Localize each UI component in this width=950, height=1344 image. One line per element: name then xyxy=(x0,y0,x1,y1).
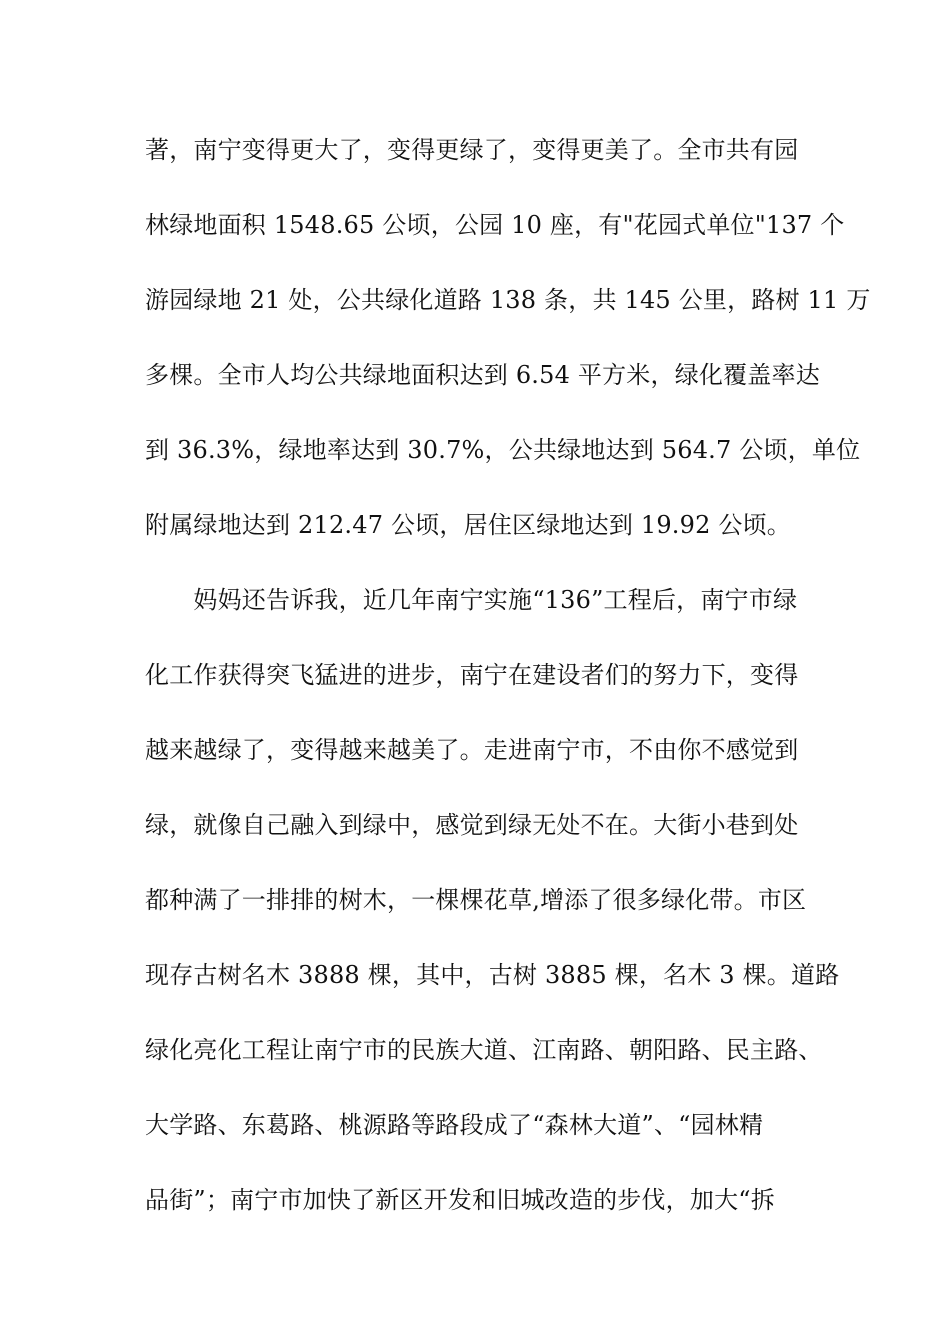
text-line-6: 附属绿地达到 212.47 公顷，居住区绿地达到 19.92 公顷。 xyxy=(145,511,791,539)
text-line-7: 妈妈还告诉我，近几年南宁实施“136”工程后，南宁市绿 xyxy=(145,586,798,614)
text-line-11: 都种满了一排排的树木，一棵棵花草,增添了很多绿化带。市区 xyxy=(145,886,807,914)
text-line-14: 大学路、东葛路、桃源路等路段成了“森林大道”、“园林精 xyxy=(145,1111,764,1139)
text-line-2: 林绿地面积 1548.65 公顷，公园 10 座，有"花园式单位"137 个 xyxy=(145,211,845,239)
text-line-9: 越来越绿了，变得越来越美了。走进南宁市，不由你不感觉到 xyxy=(145,736,799,764)
text-line-5: 到 36.3%，绿地率达到 30.7%，公共绿地达到 564.7 公顷，单位 xyxy=(145,436,861,464)
text-line-1: 著，南宁变得更大了，变得更绿了，变得更美了。全市共有园 xyxy=(145,136,799,164)
text-line-12: 现存古树名木 3888 棵，其中，古树 3885 棵，名木 3 棵。道路 xyxy=(145,961,840,989)
text-line-4: 多棵。全市人均公共绿地面积达到 6.54 平方米，绿化覆盖率达 xyxy=(145,361,820,389)
text-line-15: 品街”；南宁市加快了新区开发和旧城改造的步伐，加大“拆 xyxy=(145,1186,775,1214)
text-line-8: 化工作获得突飞猛进的进步，南宁在建设者们的努力下，变得 xyxy=(145,661,799,689)
text-line-10: 绿，就像自己融入到绿中，感觉到绿无处不在。大街小巷到处 xyxy=(145,811,799,839)
text-line-3: 游园绿地 21 处，公共绿化道路 138 条，共 145 公里，路树 11 万 xyxy=(145,286,871,314)
text-line-13: 绿化亮化工程让南宁市的民族大道、江南路、朝阳路、民主路、 xyxy=(145,1036,823,1064)
